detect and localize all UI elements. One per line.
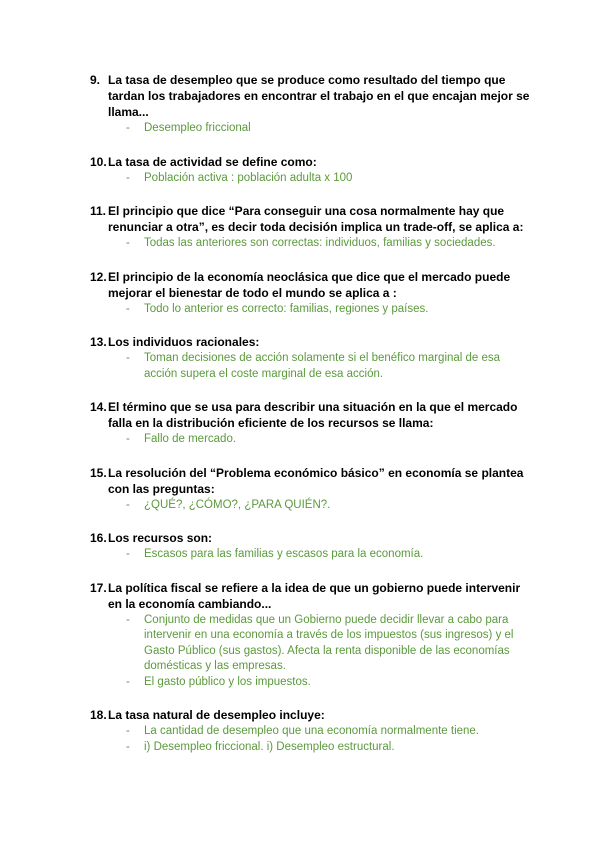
dash-bullet-icon: - [126, 548, 130, 560]
answer-text: i) Desempleo friccional. i) Desempleo estructural. [144, 740, 395, 753]
question-number: 15. [90, 465, 107, 480]
answer-item [90, 121, 530, 137]
answer-list [90, 302, 530, 318]
answer-text: Escasos para las familias y escasos para la economía. [144, 548, 424, 560]
question-item [90, 399, 530, 448]
question-heading [90, 72, 530, 120]
question-text: El término que se usa para describir una situación en la que el mercado falla en la distribución eficiente de los recursos se llama: [108, 400, 518, 430]
question-heading [90, 399, 530, 431]
question-text: La tasa natural de desempleo incluye: [108, 708, 325, 722]
answer-list [90, 498, 530, 514]
question-item [90, 465, 530, 514]
dash-bullet-icon: - [126, 237, 130, 249]
dash-bullet-icon: - [126, 613, 130, 626]
question-text: El principio de la economía neoclásica que dice que el mercado puede mejorar el bienestar de todo el mundo se aplica a : [108, 269, 511, 300]
answer-text: Todo lo anterior es correcto: familias, regiones y países. [144, 302, 429, 315]
question-item [90, 530, 530, 563]
answer-item [90, 302, 530, 318]
answer-item [90, 498, 530, 514]
answer-list [90, 432, 530, 448]
answer-text: El gasto público y los impuestos. [144, 675, 311, 688]
question-number: 17. [90, 580, 107, 595]
question-text: La política fiscal se refiere a la idea de que un gobierno puede intervenir en la economía cambiando... [108, 580, 521, 611]
question-heading [90, 465, 530, 497]
question-item [90, 707, 530, 755]
answer-item [90, 675, 530, 691]
question-text: Los recursos son: [108, 531, 213, 545]
answer-text: La cantidad de desempleo que una economía normalmente tiene. [144, 725, 480, 737]
answer-list [90, 171, 530, 187]
question-heading [90, 530, 530, 546]
answer-item [90, 724, 530, 740]
question-text: Los individuos racionales: [108, 335, 260, 349]
answer-list [90, 547, 530, 563]
question-text: El principio que dice “Para conseguir una cosa normalmente hay que renunciar a otra”, es decir toda decisión implica un trade-off, se aplica a: [108, 204, 524, 234]
answer-list [90, 236, 530, 252]
answer-list [90, 351, 530, 382]
dash-bullet-icon: - [126, 498, 130, 511]
answer-text: Todas las anteriores son correctas: individuos, familias y sociedades. [144, 237, 496, 249]
dash-bullet-icon: - [126, 302, 130, 315]
dash-bullet-icon: - [126, 352, 130, 364]
question-number: 14. [90, 400, 107, 414]
question-text: La tasa de desempleo que se produce como resultado del tiempo que tardan los trabajadores en encontrar el trabajo en el que encajan mejor se llama... [108, 73, 530, 119]
answer-item [90, 236, 530, 252]
question-item [90, 334, 530, 382]
dash-bullet-icon: - [126, 740, 130, 753]
question-list [90, 72, 530, 772]
question-heading [90, 334, 530, 350]
answer-text: Conjunto de medidas que un Gobierno puede decidir llevar a cabo para intervenir en una economía a través de los impuestos (sus ingresos) y el Gasto Público (sus gastos). Afecta la renta disponible de las economías domésticas y las empresas. [144, 613, 514, 672]
answer-list [90, 724, 530, 755]
question-item [90, 269, 530, 318]
question-text: La resolución del “Problema económico básico” en economía se plantea con las preguntas: [108, 465, 524, 496]
question-number: 11. [90, 204, 107, 218]
dash-bullet-icon: - [126, 122, 130, 134]
answer-text: Toman decisiones de acción solamente si el benéfico marginal de esa acción supera el coste marginal de esa acción. [144, 352, 501, 380]
dash-bullet-icon: - [126, 675, 130, 688]
question-number: 9. [90, 73, 101, 87]
question-number: 10. [90, 154, 107, 169]
question-number: 18. [90, 708, 107, 722]
question-item [90, 580, 530, 691]
answer-list [90, 121, 530, 137]
answer-text: ¿QUÉ?, ¿CÓMO?, ¿PARA QUIÉN?. [144, 498, 331, 511]
answer-item [90, 432, 530, 448]
question-number: 16. [90, 531, 107, 545]
answer-item [90, 740, 530, 756]
question-text: La tasa de actividad se define como: [108, 154, 317, 169]
answer-item [90, 547, 530, 563]
question-heading [90, 203, 530, 235]
answer-text: Población activa : población adulta x 100 [144, 171, 353, 184]
answer-list [90, 613, 530, 691]
question-item [90, 154, 530, 187]
answer-item [90, 613, 530, 675]
question-heading [90, 154, 530, 170]
dash-bullet-icon: - [126, 433, 130, 445]
answer-item [90, 171, 530, 187]
question-heading [90, 269, 530, 301]
answer-item [90, 351, 530, 382]
question-number: 12. [90, 269, 107, 284]
question-heading [90, 580, 530, 612]
dash-bullet-icon: - [126, 725, 130, 737]
question-heading [90, 707, 530, 723]
question-item [90, 72, 530, 137]
dash-bullet-icon: - [126, 171, 130, 184]
question-number: 13. [90, 335, 107, 349]
answer-text: Fallo de mercado. [144, 433, 237, 445]
answer-text: Desempleo friccional [144, 122, 251, 134]
question-item [90, 203, 530, 252]
